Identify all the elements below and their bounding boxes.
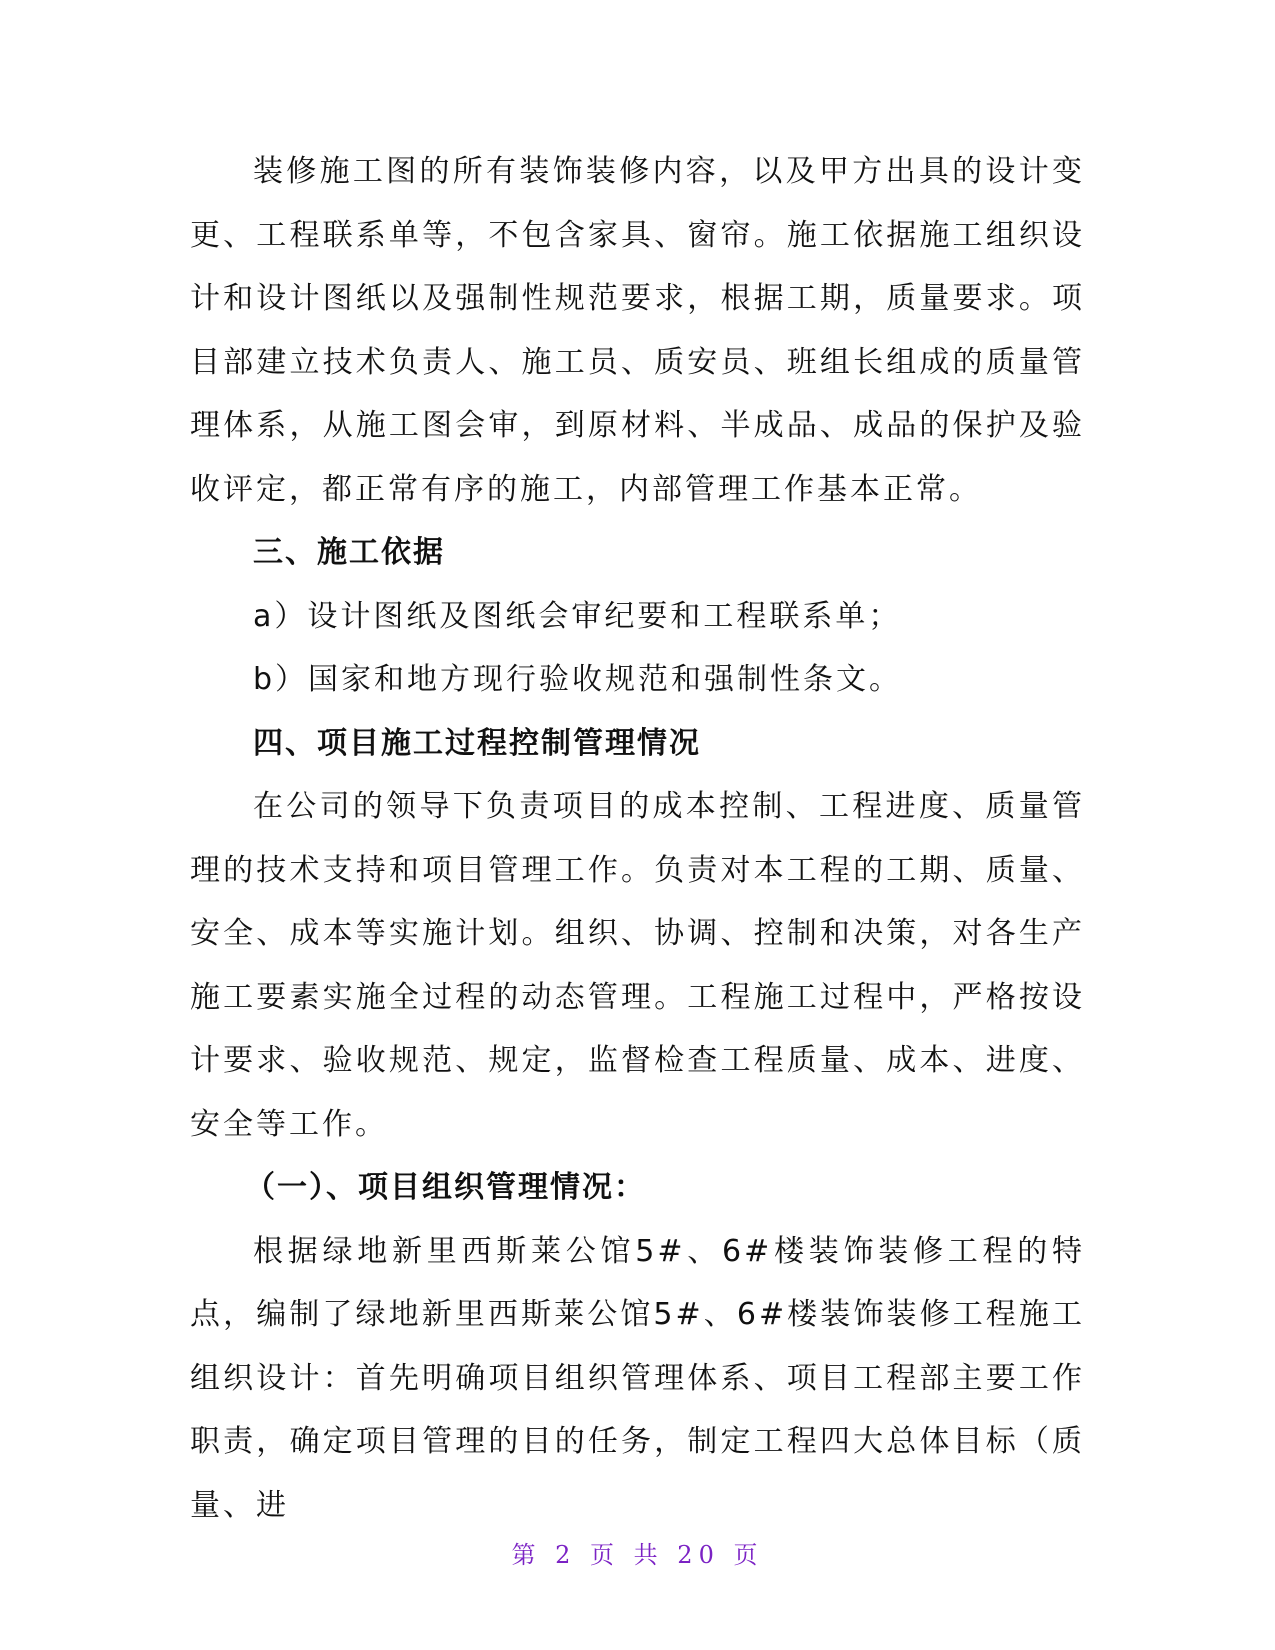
list-item-a: a）设计图纸及图纸会审纪要和工程联系单； — [253, 598, 902, 634]
page-number-footer: 第 2 页 共 20 页 — [511, 1541, 764, 1569]
paragraph-scope: 装修施工图的所有装饰装修内容，以及甲方出具的设计变更、工程联系单等，不包含家具、窗帘。施工依据施工组织设计和设计图纸以及强制性规范要求，根据工期，质量要求。项目部建立技术负责人、施工员、质安员、班组长组成的质量管理体系，从施工图会审，到原材料、半成品、成品的保护及验收评定，都正常有序的施工，内部管理工作基本正常。 — [190, 154, 1085, 507]
document-body — [190, 140, 1085, 1537]
paragraph-management: 在公司的领导下负责项目的成本控制、工程进度、质量管理的技术支持和项目管理工作。负责对本工程的工期、质量、安全、成本等实施计划。组织、协调、控制和决策，对各生产施工要素实施全过程的动态管理。工程施工过程中，严格按设计要求、验收规范、规定，监督检查工程质量、成本、进度、安全等工作。 — [190, 789, 1085, 1142]
paragraph-organization: 根据绿地新里西斯莱公馆5#、6#楼装饰装修工程的特点，编制了绿地新里西斯莱公馆5#、6#楼装饰装修工程施工组织设计：首先明确项目组织管理体系、项目工程部主要工作职责，确定项目管理的目的任务，制定工程四大总体目标（质量、进 — [190, 1233, 1085, 1523]
section-heading-basis: 三、施工依据 — [253, 535, 445, 570]
section-heading-process-control: 四、项目施工过程控制管理情况 — [253, 725, 701, 761]
subsection-heading-organization: （一）、项目组织管理情况： — [245, 1170, 646, 1205]
list-item-b: b）国家和地方现行验收规范和强制性条文。 — [253, 662, 903, 697]
